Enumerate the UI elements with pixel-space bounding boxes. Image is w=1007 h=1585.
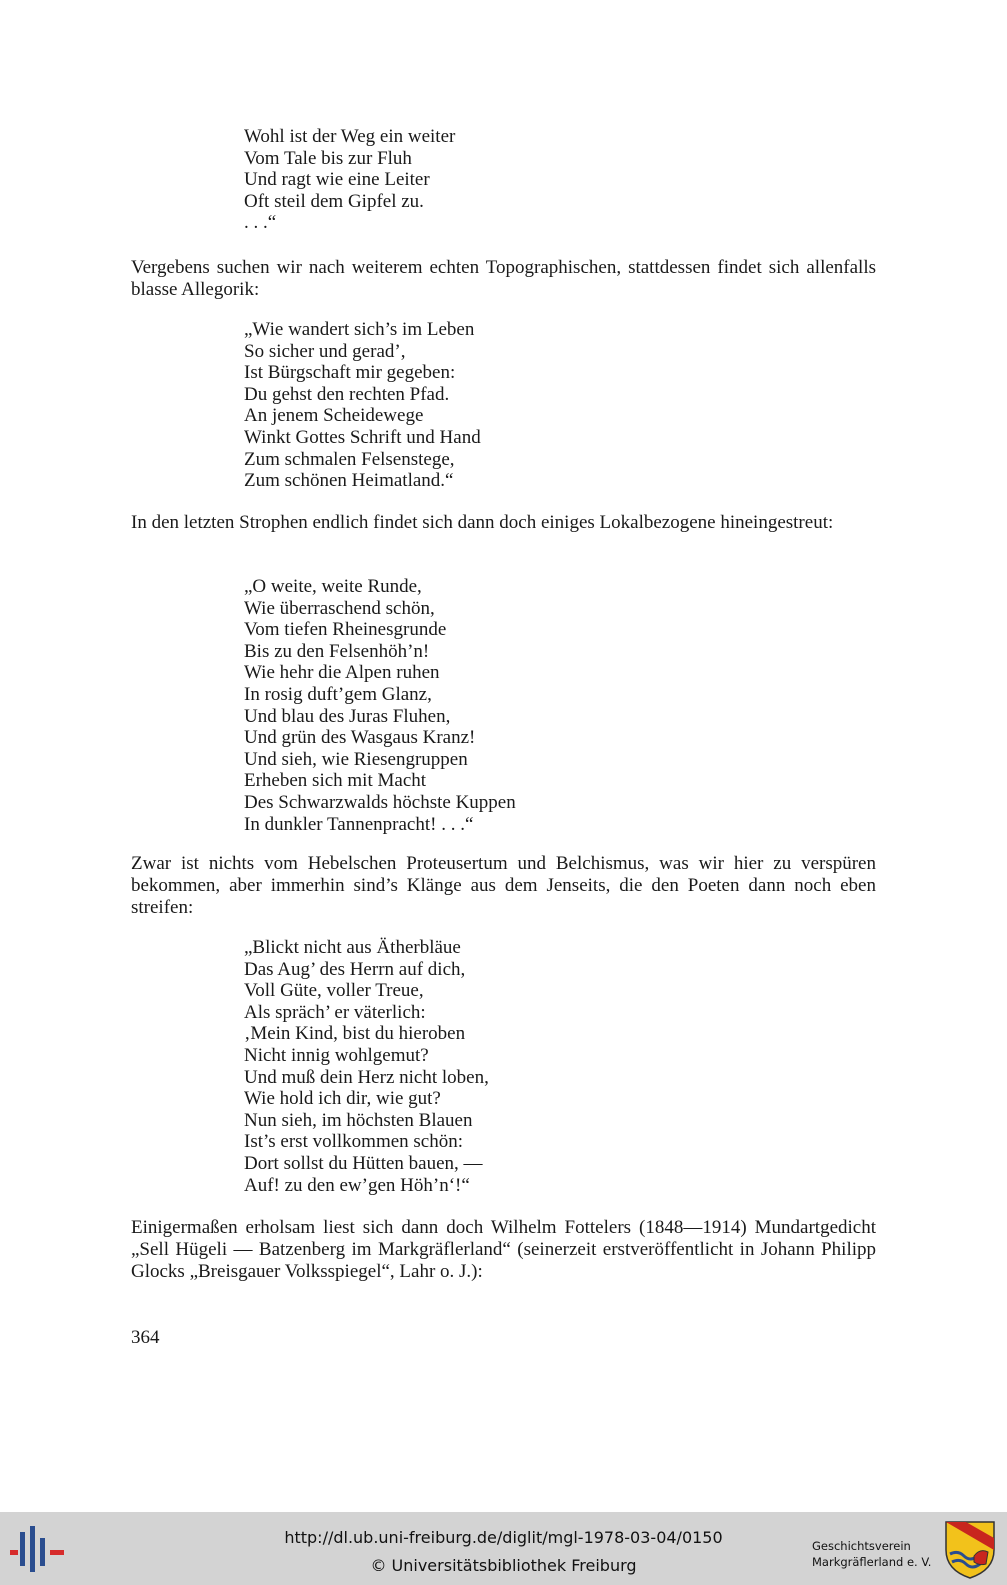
footer-bar xyxy=(0,1512,1007,1585)
paragraph-4: Einigermaßen erholsam liest sich dann doch Wilhelm Fottelers (1848—1914) Mundartgedicht „Sell Hügeli — Batzenberg im Markgräflerland“ (seinerzeit erstveröffentlicht in Johann Philipp Glocks „Breisgauer Volksspiegel“, Lahr o. J.): xyxy=(131,1217,876,1282)
verse-line: ‚Mein Kind, bist du hieroben xyxy=(244,1023,466,1045)
society-name-line-1: Geschichtsverein xyxy=(812,1539,911,1553)
verse-line: Zum schönen Heimatland.“ xyxy=(244,470,454,492)
verse-line: Voll Güte, voller Treue, xyxy=(244,980,424,1002)
verse-line: In rosig duft’gem Glanz, xyxy=(244,683,432,705)
paragraph-1: Vergebens suchen wir nach weiterem echten Topographischen, stattdessen findet sich allenfalls blasse Allegorik: xyxy=(131,257,876,300)
verse-line: „Wie wandert sich’s im Leben xyxy=(244,319,475,340)
verse-line: So sicher und gerad’, xyxy=(244,340,406,362)
verse-line: Nun sieh, im höchsten Blauen xyxy=(244,1109,473,1131)
verse-line: Und sieh, wie Riesengruppen xyxy=(244,748,468,770)
poem-stanza-2 xyxy=(244,319,481,492)
verse-line: Das Aug’ des Herrn auf dich, xyxy=(244,958,466,980)
society-crest-icon[interactable] xyxy=(944,1520,996,1580)
page-number: 364 xyxy=(131,1327,160,1348)
verse-line: Nicht innig wohlgemut? xyxy=(244,1044,429,1066)
verse-line: Oft steil dem Gipfel zu. xyxy=(244,190,424,212)
verse-line: Vom Tale bis zur Fluh xyxy=(244,147,412,169)
society-name-line-2: Markgräflerland e. V. xyxy=(812,1555,932,1569)
verse-line: „O weite, weite Runde, xyxy=(244,576,422,597)
verse-line: Und blau des Juras Fluhen, xyxy=(244,705,451,727)
verse-line: Bis zu den Felsenhöh’n! xyxy=(244,640,430,662)
verse-line: Winkt Gottes Schrift und Hand xyxy=(244,426,481,448)
verse-line: Erheben sich mit Macht xyxy=(244,770,427,792)
poem-stanza-1 xyxy=(244,126,455,234)
verse-line: In dunkler Tannenpracht! . . .“ xyxy=(244,813,474,835)
verse-line: Auf! zu den ew’gen Höh’n‘!“ xyxy=(244,1174,470,1196)
verse-line: Ist Bürgschaft mir gegeben: xyxy=(244,362,456,384)
verse-line: Und ragt wie eine Leiter xyxy=(244,169,430,191)
poem-stanza-4 xyxy=(244,937,489,1196)
paragraph-2: In den letzten Strophen endlich findet sich dann doch einiges Lokalbezogene hineingestreut: xyxy=(131,512,834,533)
verse-line: Dort sollst du Hütten bauen, — xyxy=(244,1152,483,1174)
verse-line: Des Schwarzwalds höchste Kuppen xyxy=(244,791,516,813)
verse-line: Wohl ist der Weg ein weiter xyxy=(244,126,456,147)
verse-line: Ist’s erst vollkommen schön: xyxy=(244,1131,464,1153)
paragraph-3: Zwar ist nichts vom Hebelschen Proteusertum und Belchismus, was wir hier zu verspüren bekommen, aber immerhin sind’s Klänge aus dem Jenseits, die den Poeten dann noch eben streifen: xyxy=(131,853,876,918)
verse-line: Wie hehr die Alpen ruhen xyxy=(244,662,440,684)
poem-stanza-3 xyxy=(244,576,516,835)
verse-line: . . .“ xyxy=(244,212,277,234)
footer-url-link[interactable]: http://dl.ub.uni-freiburg.de/diglit/mgl-1978-03-04/0150 xyxy=(284,1528,723,1547)
verse-line: Wie hold ich dir, wie gut? xyxy=(244,1088,441,1110)
society-name xyxy=(812,1538,931,1570)
verse-line: An jenem Scheidewege xyxy=(244,405,424,427)
verse-line: Und grün des Wasgaus Kranz! xyxy=(244,727,476,749)
verse-line: Als spräch’ er väterlich: xyxy=(244,1001,426,1023)
verse-line: Zum schmalen Felsenstege, xyxy=(244,448,455,470)
verse-line: Und muß dein Herz nicht loben, xyxy=(244,1066,489,1088)
verse-line: „Blickt nicht aus Ätherbläue xyxy=(244,937,461,958)
footer-copyright: © Universitätsbibliothek Freiburg xyxy=(370,1556,637,1575)
verse-line: Du gehst den rechten Pfad. xyxy=(244,383,450,405)
verse-line: Vom tiefen Rheinesgrunde xyxy=(244,619,447,641)
verse-line: Wie überraschend schön, xyxy=(244,597,435,619)
